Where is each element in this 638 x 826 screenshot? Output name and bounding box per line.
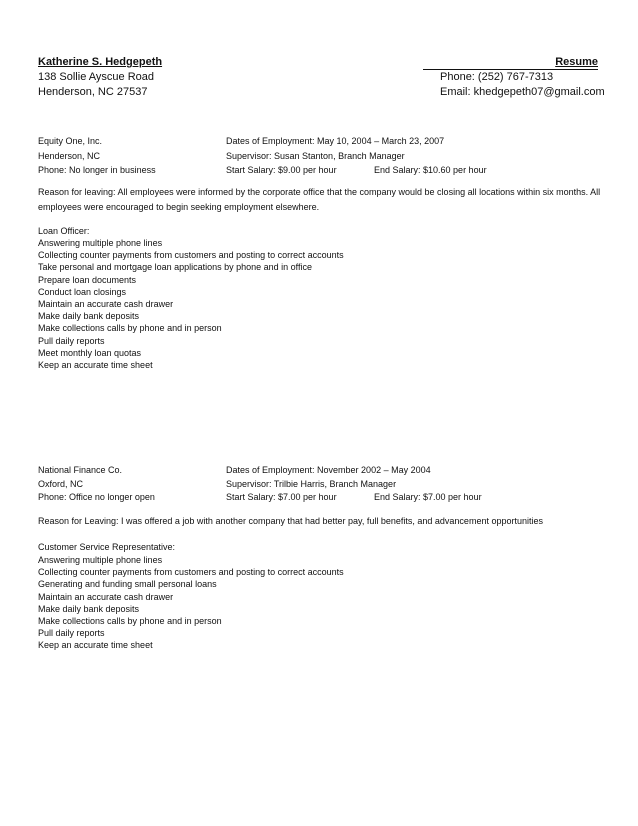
job-1-location: Henderson, NC <box>38 151 101 161</box>
job-1-duties <box>38 237 344 371</box>
list-item: Meet monthly loan quotas <box>38 347 142 358</box>
job-2-title-text: Customer Service Representative: <box>38 542 176 552</box>
job-2-start-salary: Start Salary: $7.00 per hour <box>226 492 337 502</box>
document-label: Resume <box>555 56 598 68</box>
list-item: Answering multiple phone lines <box>38 238 163 248</box>
applicant-name: Katherine S. Hedgepeth <box>38 56 163 68</box>
job-2-dates: Dates of Employment: November 2002 – May 2004 <box>226 465 431 475</box>
list-item: Collecting counter payments from customers and posting to correct accounts <box>38 567 344 578</box>
list-item: Keep an accurate time sheet <box>38 640 153 651</box>
email-address: Email: khedgepeth07@gmail.com <box>440 86 605 98</box>
job-1-reason: Reason for leaving: All employees were informed by the corporate office that the company would be closing all locations within six months. All employees were encouraged to begin seeking employment elsewhere. <box>38 187 601 212</box>
list-item: Make collections calls by phone and in person <box>38 616 222 627</box>
job-2-phone: Phone: Office no longer open <box>38 492 155 502</box>
street-address: 138 Sollie Ayscue Road <box>38 71 154 83</box>
job-2-duties <box>38 554 344 652</box>
job-2-reason: Reason for Leaving: I was offered a job with another company that had better pay, full benefits, and advancement opportunities <box>38 516 543 526</box>
list-item: Make daily bank deposits <box>38 311 140 322</box>
list-item: Maintain an accurate cash drawer <box>38 299 174 310</box>
job-1-end-salary: End Salary: $10.60 per hour <box>374 165 487 175</box>
list-item: Pull daily reports <box>38 628 105 639</box>
header-line-1 <box>38 56 598 69</box>
header-line-3 <box>38 86 605 99</box>
list-item: Make daily bank deposits <box>38 603 140 614</box>
job-1-phone: Phone: No longer in business <box>38 165 156 175</box>
job-1-supervisor: Supervisor: Susan Stanton, Branch Manager <box>226 151 405 161</box>
job-1-dates: Dates of Employment: May 10, 2004 – March 23, 2007 <box>226 136 445 146</box>
list-item: Generating and funding small personal loans <box>38 579 217 590</box>
job-2-supervisor: Supervisor: Trilbie Harris, Branch Manager <box>226 479 397 489</box>
list-item: Answering multiple phone lines <box>38 555 163 565</box>
job-1-start-salary: Start Salary: $9.00 per hour <box>226 165 337 175</box>
job-1-title-text: Loan Officer: <box>38 226 90 236</box>
header-line-2 <box>38 71 598 84</box>
job-2-end-salary: End Salary: $7.00 per hour <box>374 492 482 502</box>
list-item: Keep an accurate time sheet <box>38 360 153 371</box>
phone-number: Phone: (252) 767-7313 <box>440 71 554 83</box>
job-1-company: Equity One, Inc. <box>38 136 103 146</box>
list-item: Collecting counter payments from customers and posting to correct accounts <box>38 250 344 261</box>
list-item: Take personal and mortgage loan applications by phone and in office <box>38 262 313 273</box>
list-item: Pull daily reports <box>38 335 105 346</box>
city-state-zip: Henderson, NC 27537 <box>38 86 148 98</box>
job-2-location: Oxford, NC <box>38 479 84 489</box>
list-item: Make collections calls by phone and in person <box>38 323 222 334</box>
list-item: Prepare loan documents <box>38 274 137 285</box>
list-item: Conduct loan closings <box>38 286 127 297</box>
job-2-company: National Finance Co. <box>38 465 123 475</box>
list-item: Maintain an accurate cash drawer <box>38 591 174 602</box>
